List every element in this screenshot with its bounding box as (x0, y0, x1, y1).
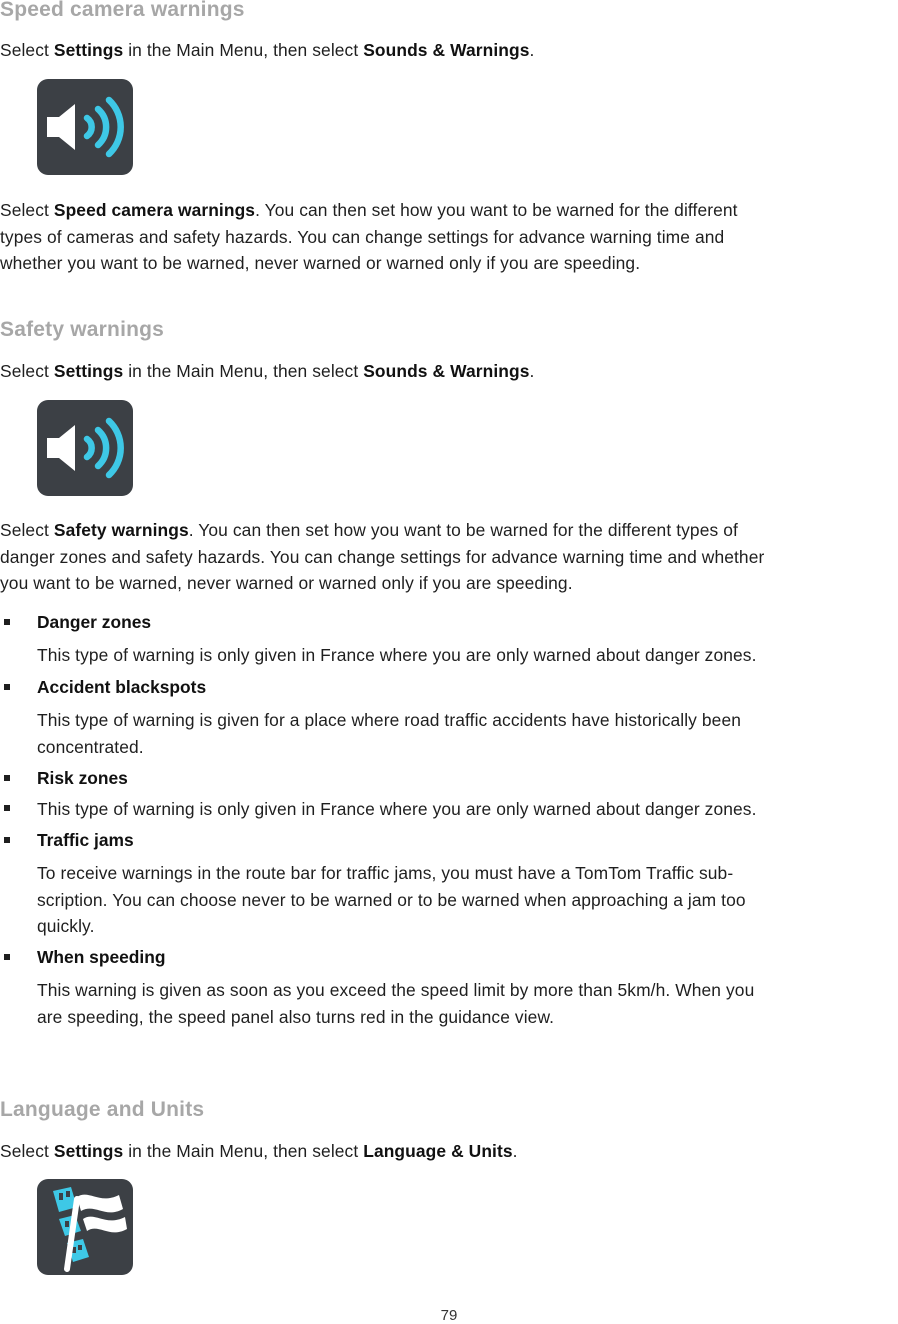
list-item-body: This type of warning is only given in France where you are only warned about danger zones. (37, 645, 757, 665)
list-item-body: This warning is given as soon as you exceed the speed limit by more than 5km/h. When you are speeding, the speed panel also turns red in the guidance view. (37, 980, 755, 1027)
list-item-title: When speeding (37, 947, 166, 967)
speed-camera-intro: Select Settings in the Main Menu, then select Sounds & Warnings. (0, 40, 535, 60)
bullet-marker (4, 954, 10, 960)
safety-description: Select Safety warnings. You can then set how you want to be warned for the different types of danger zones and safety hazards. You can change settings for advance warning time and whether you want to be warned, never warned or warned only if you are speeding. (0, 520, 765, 593)
sounds-warnings-icon (37, 400, 133, 496)
bullet-marker (4, 775, 10, 781)
language-units-icon (37, 1179, 133, 1275)
list-item-title: Danger zones (37, 612, 152, 632)
speed-camera-description: Select Speed camera warnings. You can then set how you want to be warned for the different types of cameras and safety hazards. You can change settings for advance warning time and whether you want to be warned, never warned or warned only if you are speeding. (0, 200, 738, 273)
bullet-marker (4, 619, 10, 625)
list-item-body: To receive warnings in the route bar for traffic jams, you must have a TomTom Traffic sub- scription. You can choose never to be warned or to be warned when approaching a jam too quickly. (37, 863, 746, 936)
bullet-marker (4, 837, 10, 843)
safety-intro: Select Settings in the Main Menu, then select Sounds & Warnings. (0, 361, 535, 381)
bullet-marker (4, 684, 10, 690)
page-number: 79 (440, 1307, 458, 1324)
section-heading-speed-camera: Speed camera warnings (0, 0, 245, 21)
bullet-marker (4, 805, 10, 811)
section-heading-language: Language and Units (0, 1098, 205, 1121)
sounds-warnings-icon (37, 79, 133, 175)
list-item-title: Risk zones (37, 768, 128, 788)
language-intro: Select Settings in the Main Menu, then select Language & Units. (0, 1141, 518, 1161)
section-heading-safety: Safety warnings (0, 318, 165, 341)
list-item-body: This type of warning is given for a place where road traffic accidents have historically been concentrated. (37, 710, 741, 757)
list-item-title: Accident blackspots (37, 677, 207, 697)
list-item-title: Traffic jams (37, 830, 134, 850)
list-item-body: This type of warning is only given in France where you are only warned about danger zones. (37, 799, 757, 819)
